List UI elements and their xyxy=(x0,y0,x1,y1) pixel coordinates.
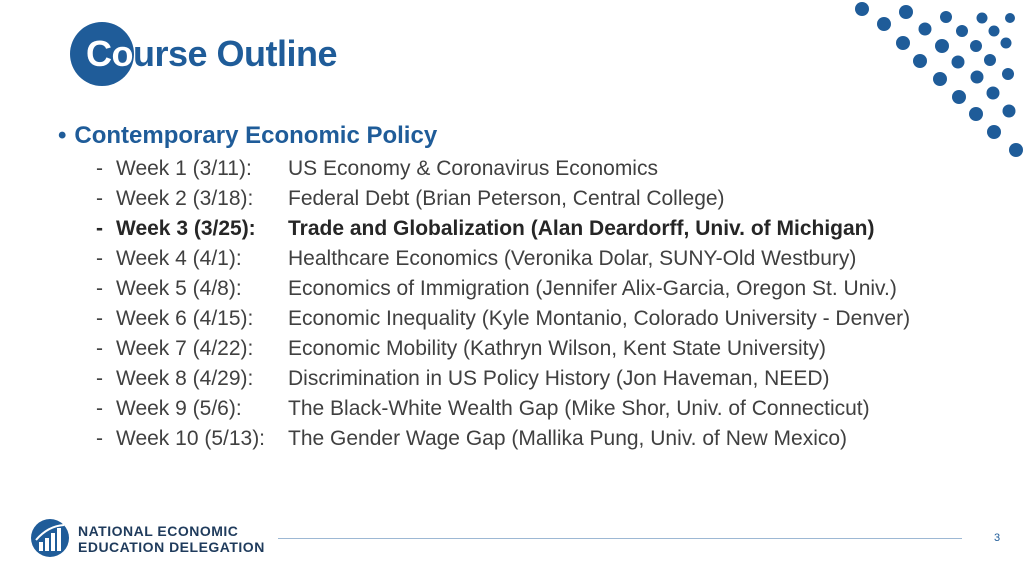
week-row xyxy=(96,274,910,304)
week-label: Week 2 (3/18): xyxy=(116,187,254,210)
week-label: Week 3 (3/25): xyxy=(116,217,256,240)
week-label: Week 1 (3/11): xyxy=(116,157,252,180)
dash-marker: - xyxy=(96,247,103,270)
org-name-line2: EDUCATION DELEGATION xyxy=(78,539,265,555)
week-topic: Healthcare Economics (Veronika Dolar, SUNY-Old Westbury) xyxy=(288,247,857,270)
section-heading xyxy=(58,120,437,152)
week-row xyxy=(96,304,910,334)
week-label: Week 10 (5/13): xyxy=(116,427,266,450)
week-topic: Economic Mobility (Kathryn Wilson, Kent State University) xyxy=(288,337,827,360)
week-list xyxy=(96,154,910,454)
week-topic: Trade and Globalization (Alan Deardorff, Univ. of Michigan) xyxy=(288,217,875,240)
week-topic: The Black-White Wealth Gap (Mike Shor, Univ. of Connecticut) xyxy=(288,397,870,420)
org-name xyxy=(78,523,265,555)
week-label: Week 5 (4/8): xyxy=(116,277,242,300)
title-rest: urse Outline xyxy=(133,33,338,74)
week-label: Week 6 (4/15): xyxy=(116,307,254,330)
dash-marker: - xyxy=(96,397,103,420)
week-row xyxy=(96,244,910,274)
page-number: 3 xyxy=(994,532,1001,544)
section-heading-text: Contemporary Economic Policy xyxy=(74,122,438,149)
dash-marker: - xyxy=(96,307,103,330)
week-label: Week 8 (4/29): xyxy=(116,367,254,390)
week-row xyxy=(96,214,910,244)
week-row xyxy=(96,334,910,364)
slide-title xyxy=(86,32,337,76)
decorative-dot-pattern xyxy=(824,0,1024,170)
week-row xyxy=(96,424,910,454)
week-topic: Federal Debt (Brian Peterson, Central College) xyxy=(288,187,725,210)
week-label: Week 9 (5/6): xyxy=(116,397,242,420)
week-row xyxy=(96,364,910,394)
footer-divider xyxy=(278,538,962,539)
week-row xyxy=(96,184,910,214)
bullet-icon: • xyxy=(58,122,67,149)
week-label: Week 7 (4/22): xyxy=(116,337,254,360)
week-topic: Discrimination in US Policy History (Jon Haveman, NEED) xyxy=(288,367,830,390)
dash-marker: - xyxy=(96,217,103,240)
week-row xyxy=(96,154,910,184)
dash-marker: - xyxy=(96,277,103,300)
week-topic: The Gender Wage Gap (Mallika Pung, Univ. of New Mexico) xyxy=(288,427,848,450)
week-topic: Economics of Immigration (Jennifer Alix-Garcia, Oregon St. Univ.) xyxy=(288,277,897,300)
week-topic: Economic Inequality (Kyle Montanio, Colorado University - Denver) xyxy=(288,307,911,330)
dash-marker: - xyxy=(96,337,103,360)
need-logo-icon xyxy=(30,518,70,558)
dash-marker: - xyxy=(96,367,103,390)
dash-marker: - xyxy=(96,427,103,450)
week-row xyxy=(96,394,910,424)
title-first-letters: Co xyxy=(86,33,133,74)
dash-marker: - xyxy=(96,157,103,180)
dash-marker: - xyxy=(96,187,103,210)
org-name-line1: NATIONAL ECONOMIC xyxy=(78,523,239,539)
week-label: Week 4 (4/1): xyxy=(116,247,242,270)
week-topic: US Economy & Coronavirus Economics xyxy=(288,157,658,180)
